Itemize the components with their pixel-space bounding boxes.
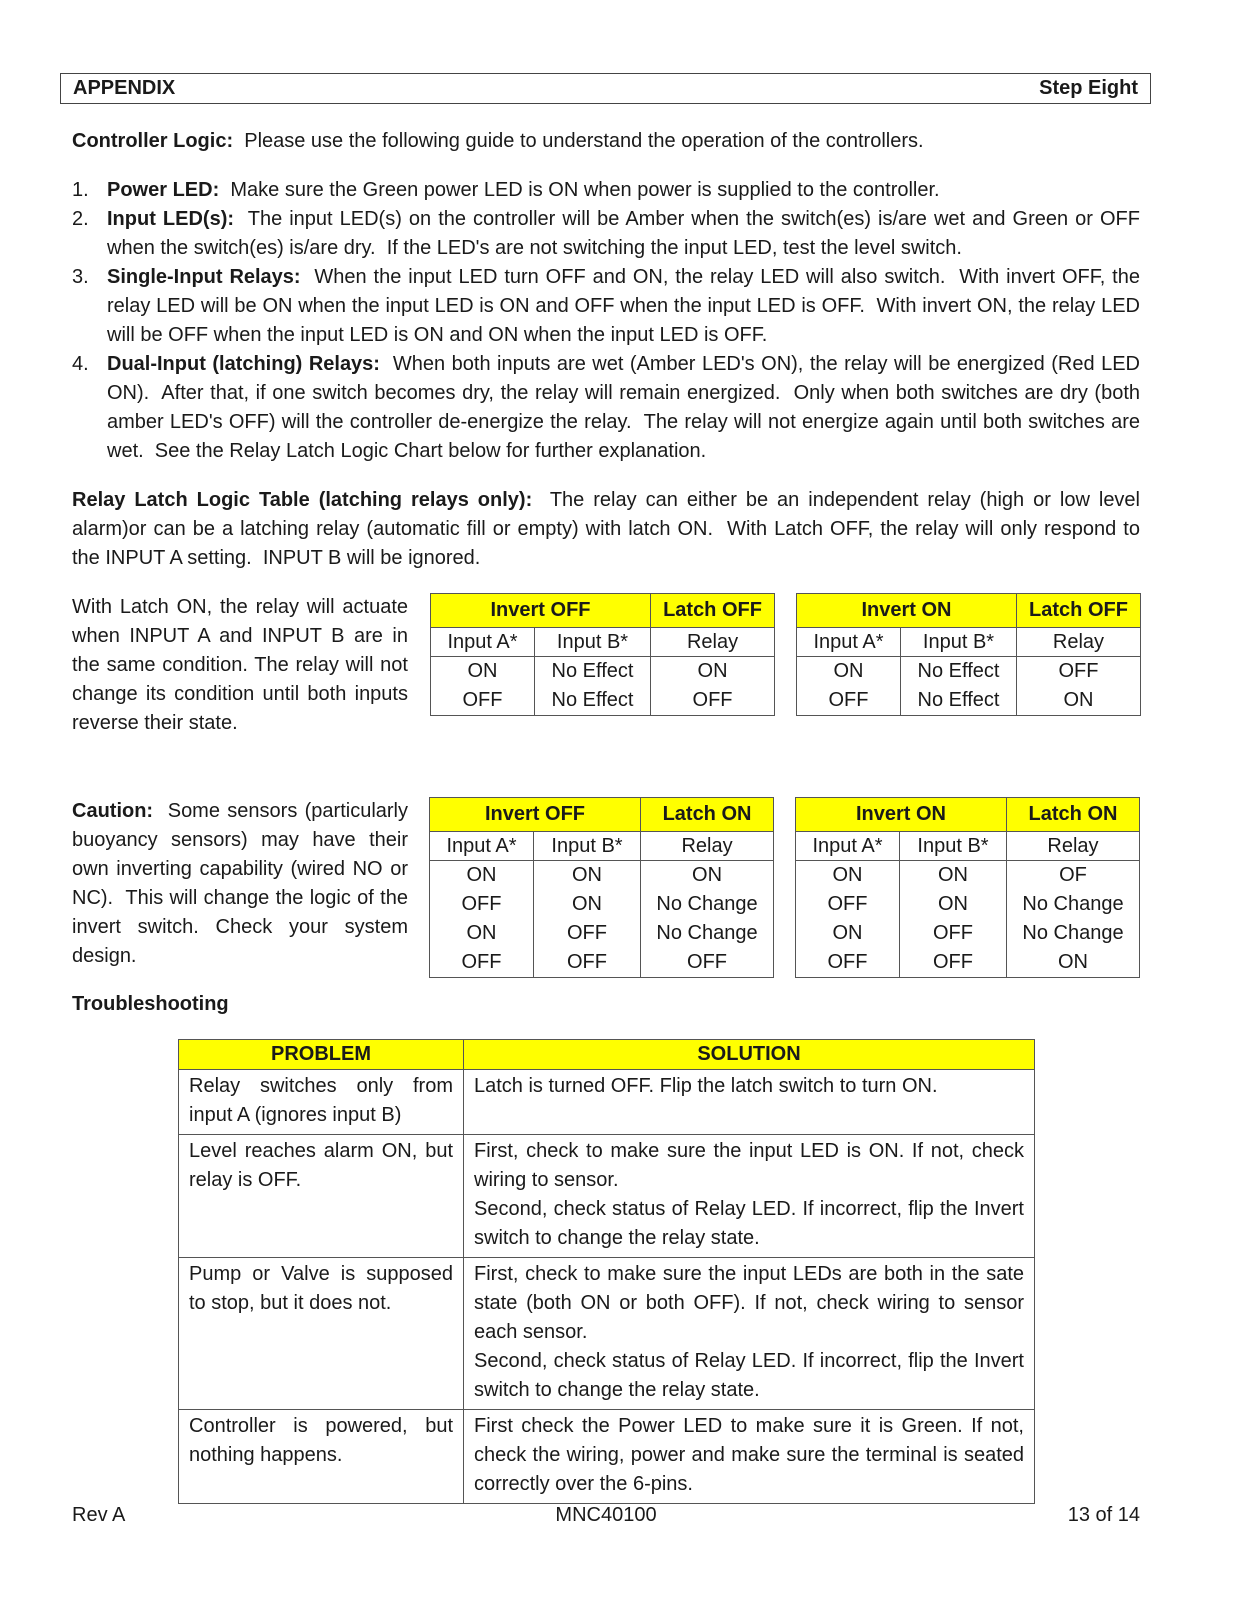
cell: OFF bbox=[900, 919, 1007, 948]
col-header: Relay bbox=[651, 628, 775, 657]
cell: ON bbox=[430, 861, 534, 891]
intro-label: Controller Logic: bbox=[72, 130, 234, 152]
latch-intro-paragraph bbox=[72, 486, 1146, 573]
table-row bbox=[179, 1410, 1035, 1504]
footer-document-number: MNC40100 bbox=[555, 1504, 657, 1526]
header-appendix: APPENDIX bbox=[73, 77, 176, 99]
table-row bbox=[430, 890, 774, 919]
caution-text: Some sensors (particularly buoyancy sensors) may have their own inverting capability (wired NO or NC). This will change the logic of the invert switch. Check your system design. bbox=[72, 800, 414, 967]
col-header: Input A* bbox=[797, 628, 901, 657]
list-text: When both inputs are wet (Amber LED's ON), the relay will be energized (Red LED ON). After that, if one switch becomes dry, the relay will remain energized. Only when both switches are dry (both amber LED's OFF) will the controller de-energize the relay. The relay will not energize again until both switches are wet. See the Relay Latch Logic Chart below for further explanation. bbox=[107, 353, 1146, 462]
cell: OFF bbox=[430, 890, 534, 919]
cell: ON bbox=[796, 861, 900, 891]
list-number: 1. bbox=[72, 179, 89, 201]
solution-header: SOLUTION bbox=[464, 1040, 1035, 1070]
list-item bbox=[72, 176, 1140, 205]
table-row bbox=[796, 861, 1140, 891]
problem-header: PROBLEM bbox=[179, 1040, 464, 1070]
list-number: 2. bbox=[72, 208, 89, 230]
cell: ON bbox=[1017, 686, 1141, 716]
cell: ON bbox=[651, 657, 775, 687]
list-text: The input LED(s) on the controller will be Amber when the switch(es) is/are wet and Green or OFF when the switch(es) is/are dry. If the LED's are not switching the input LED, test the level switch. bbox=[107, 208, 1146, 259]
cell: No Effect bbox=[901, 657, 1017, 687]
cell: OFF bbox=[534, 919, 641, 948]
table-invert-header: Invert ON bbox=[797, 594, 1017, 628]
cell: OFF bbox=[431, 686, 535, 716]
cell: OF bbox=[1007, 861, 1140, 891]
caution-label: Caution: bbox=[72, 800, 154, 822]
col-header: Input B* bbox=[535, 628, 651, 657]
cell: ON bbox=[641, 861, 774, 891]
list-text: When the input LED turn OFF and ON, the relay LED will also switch. With invert OFF, the relay LED will be ON when the input LED is ON and OFF when the input LED is OFF. With invert ON, the relay LED will be OFF when the input LED is ON and ON when the input LED is OFF. bbox=[107, 266, 1146, 346]
latch-intro-label: Relay Latch Logic Table (latching relays only): bbox=[72, 489, 533, 511]
cell: ON bbox=[431, 657, 535, 687]
solution-line: First, check to make sure the input LED is ON. If not, check wiring to sensor. bbox=[474, 1140, 1024, 1191]
list-label: Dual-Input (latching) Relays: bbox=[107, 353, 380, 375]
list-number: 4. bbox=[72, 353, 89, 375]
footer-revision: Rev A bbox=[72, 1504, 126, 1526]
table-row bbox=[179, 1258, 1035, 1410]
solution-line: First check the Power LED to make sure it is Green. If not, check the wiring, power and make sure the terminal is seated correctly over the 6-pins. bbox=[474, 1415, 1024, 1495]
cell: OFF bbox=[641, 948, 774, 978]
table-invert-header: Invert OFF bbox=[430, 798, 641, 832]
list-label: Input LED(s): bbox=[107, 208, 235, 230]
table-row bbox=[431, 657, 775, 687]
table-row bbox=[430, 919, 774, 948]
solution-cell bbox=[464, 1135, 1035, 1258]
col-header: Input B* bbox=[900, 832, 1007, 861]
list-text: Make sure the Green power LED is ON when power is supplied to the controller. bbox=[219, 179, 940, 201]
cell: ON bbox=[900, 861, 1007, 891]
logic-table-invert-off-latch-off bbox=[430, 593, 775, 716]
intro-paragraph bbox=[72, 127, 1140, 156]
table-latch-header: Latch OFF bbox=[651, 594, 775, 628]
col-header: Input B* bbox=[901, 628, 1017, 657]
cell: ON bbox=[534, 890, 641, 919]
solution-line: Second, check status of Relay LED. If incorrect, flip the Invert switch to change the relay state. bbox=[474, 1198, 1024, 1249]
solution-line: First, check to make sure the input LEDs are both in the sate state (both ON or both OFF). If not, check wiring to sensor each sensor. bbox=[474, 1263, 1024, 1343]
col-header: Input A* bbox=[430, 832, 534, 861]
col-header: Relay bbox=[1017, 628, 1141, 657]
cell: OFF bbox=[796, 890, 900, 919]
table-latch-header: Latch OFF bbox=[1017, 594, 1141, 628]
intro-text: Please use the following guide to understand the operation of the controllers. bbox=[233, 130, 924, 152]
cell: No Change bbox=[641, 919, 774, 948]
table-row bbox=[179, 1135, 1035, 1258]
table-latch-header: Latch ON bbox=[1007, 798, 1140, 832]
list-item bbox=[72, 350, 1146, 466]
cell: OFF bbox=[651, 686, 775, 716]
latch-on-note: With Latch ON, the relay will actuate when INPUT A and INPUT B are in the same condition. The relay will not change its condition until both inputs reverse their state. bbox=[72, 596, 408, 734]
list-label: Single-Input Relays: bbox=[107, 266, 301, 288]
troubleshooting-title: Troubleshooting bbox=[72, 993, 229, 1015]
solution-line: Second, check status of Relay LED. If incorrect, flip the Invert switch to change the relay state. bbox=[474, 1350, 1024, 1401]
problem-cell: Controller is powered, but nothing happens. bbox=[179, 1410, 464, 1504]
logic-table-invert-on-latch-off bbox=[796, 593, 1141, 716]
troubleshooting-table bbox=[178, 1039, 1035, 1504]
col-header: Relay bbox=[1007, 832, 1140, 861]
list-label: Power LED: bbox=[107, 179, 220, 201]
col-header: Input A* bbox=[796, 832, 900, 861]
problem-cell: Pump or Valve is supposed to stop, but it does not. bbox=[179, 1258, 464, 1410]
table-latch-header: Latch ON bbox=[641, 798, 774, 832]
table-row bbox=[430, 948, 774, 978]
section-header bbox=[60, 73, 1151, 104]
cell: No Change bbox=[1007, 919, 1140, 948]
col-header: Input A* bbox=[431, 628, 535, 657]
table-invert-header: Invert ON bbox=[796, 798, 1007, 832]
cell: No Effect bbox=[535, 686, 651, 716]
cell: OFF bbox=[796, 948, 900, 978]
cell: ON bbox=[796, 919, 900, 948]
list-number: 3. bbox=[72, 266, 89, 288]
problem-cell: Level reaches alarm ON, but relay is OFF. bbox=[179, 1135, 464, 1258]
solution-line: Latch is turned OFF. Flip the latch switch to turn ON. bbox=[474, 1075, 938, 1097]
table-row bbox=[179, 1070, 1035, 1135]
cell: OFF bbox=[797, 686, 901, 716]
cell: ON bbox=[1007, 948, 1140, 978]
cell: OFF bbox=[900, 948, 1007, 978]
cell: No Change bbox=[1007, 890, 1140, 919]
table-invert-header: Invert OFF bbox=[431, 594, 651, 628]
table-row bbox=[431, 686, 775, 716]
table-row bbox=[797, 657, 1141, 687]
table-row bbox=[796, 948, 1140, 978]
cell: No Change bbox=[641, 890, 774, 919]
problem-cell: Relay switches only from input A (ignores input B) bbox=[179, 1070, 464, 1135]
cell: ON bbox=[900, 890, 1007, 919]
solution-cell bbox=[464, 1258, 1035, 1410]
col-header: Input B* bbox=[534, 832, 641, 861]
latch-intro-text: The relay can either be an independent relay (high or low level alarm)or can be a latching relay (automatic fill or empty) with latch ON. With Latch OFF, the relay will only respond to the INPUT A setting. INPUT B will be ignored. bbox=[72, 489, 1146, 569]
logic-table-invert-on-latch-on bbox=[795, 797, 1140, 978]
cell: OFF bbox=[430, 948, 534, 978]
cell: No Effect bbox=[535, 657, 651, 687]
cell: OFF bbox=[534, 948, 641, 978]
footer-page-number: 13 of 14 bbox=[1067, 1504, 1140, 1526]
cell: ON bbox=[534, 861, 641, 891]
table-row bbox=[430, 861, 774, 891]
table-row bbox=[796, 890, 1140, 919]
solution-cell bbox=[464, 1070, 1035, 1135]
cell: OFF bbox=[1017, 657, 1141, 687]
list-item bbox=[72, 205, 1146, 263]
logic-table-invert-off-latch-on bbox=[429, 797, 774, 978]
logic-list bbox=[72, 176, 1146, 466]
cell: ON bbox=[797, 657, 901, 687]
cell: No Effect bbox=[901, 686, 1017, 716]
table-row bbox=[797, 686, 1141, 716]
header-step: Step Eight bbox=[1039, 77, 1138, 99]
table-row bbox=[796, 919, 1140, 948]
list-item bbox=[72, 263, 1146, 350]
col-header: Relay bbox=[641, 832, 774, 861]
caution-note bbox=[72, 797, 414, 971]
solution-cell bbox=[464, 1410, 1035, 1504]
cell: ON bbox=[430, 919, 534, 948]
